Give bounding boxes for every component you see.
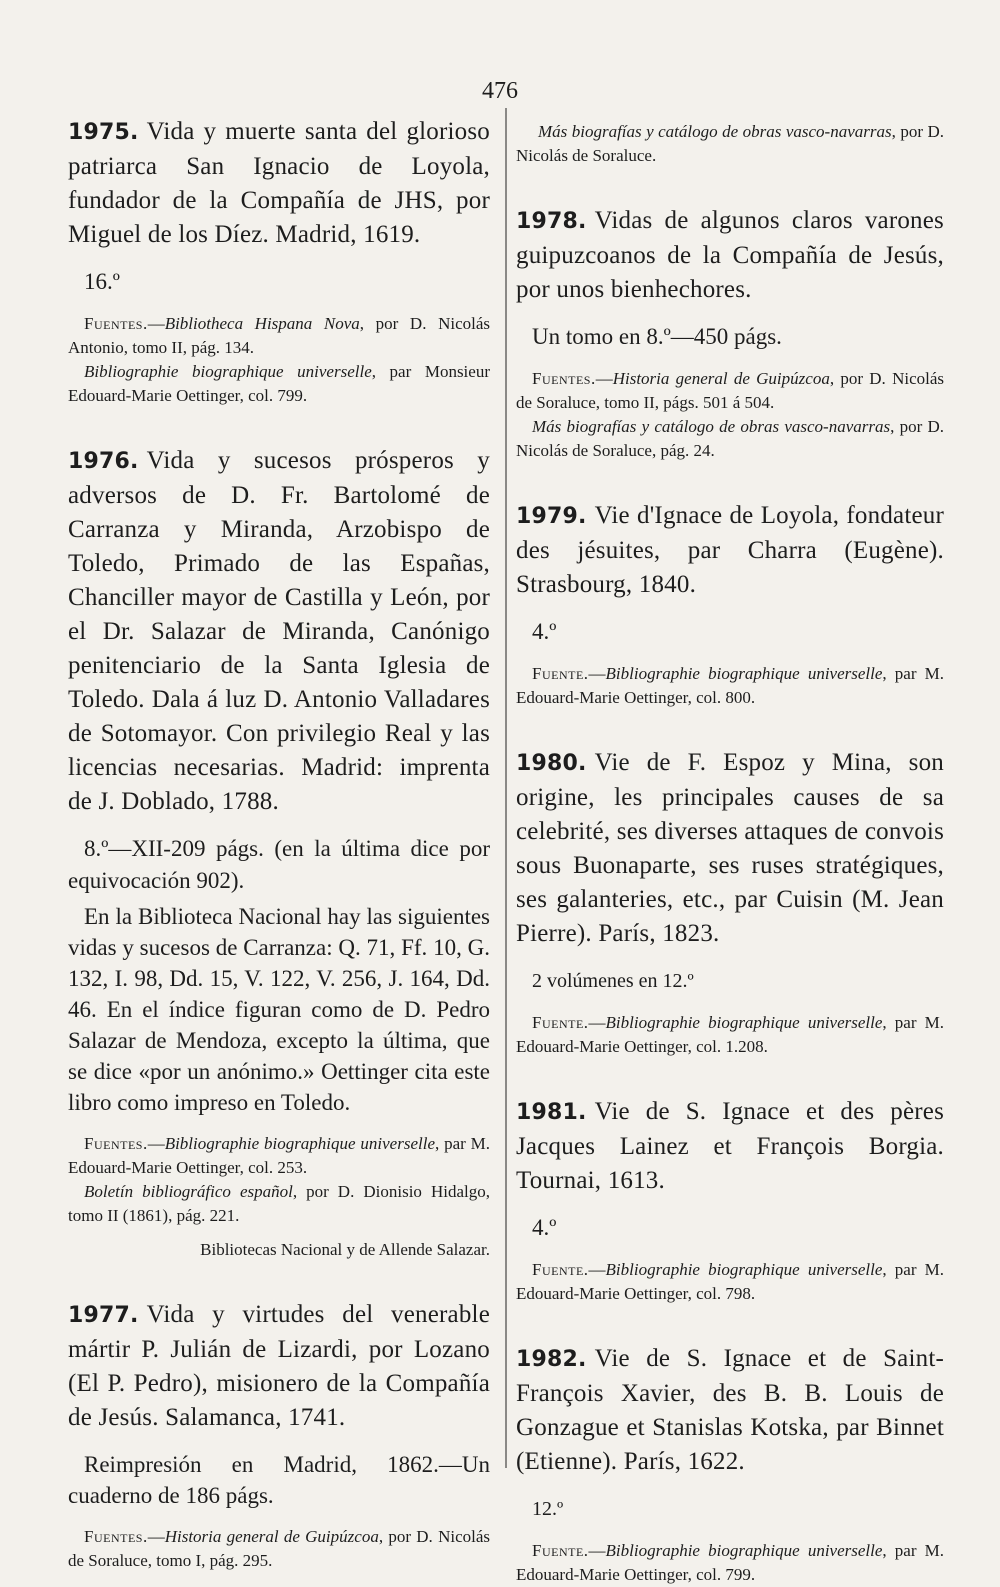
source-line: Fuentes.—Bibliographie biographique universelle, par M. Edouard-Marie Oettinger, col. 253. bbox=[68, 1134, 490, 1177]
source-detail: , por D. Dionisio Hidalgo, tomo II (1861), pág. 221. bbox=[68, 1182, 490, 1225]
entry-heading bbox=[516, 499, 944, 602]
entry-format: 4.º bbox=[532, 1215, 557, 1240]
sources-label: Fuente. bbox=[532, 1013, 589, 1032]
sources-label: Fuentes. bbox=[84, 1134, 148, 1153]
sources-label: Fuentes. bbox=[532, 369, 596, 388]
entry-format: 4.º bbox=[532, 619, 557, 644]
sources-label: Fuentes. bbox=[84, 1527, 148, 1546]
source-line bbox=[68, 360, 490, 408]
entry-number: 1980. bbox=[516, 751, 587, 776]
sources-block bbox=[516, 662, 944, 710]
entry-number: 1975. bbox=[68, 120, 139, 145]
source-detail: , por D. Nicolás Antonio, tomo II, pág. 134. bbox=[68, 314, 490, 357]
entry-title: Vida y muerte santa del glorioso patriarca San Ignacio de Loyola, fundador de la Compañía de JHS, por Miguel de los Díez. Madrid, 1619. bbox=[68, 118, 490, 248]
entry-number: 1976. bbox=[68, 449, 139, 474]
continued-source bbox=[516, 120, 944, 168]
entry-title: Vida y virtudes del venerable mártir P. Julián de Lizardi, por Lozano (El P. Pedro), misionero de la Compañía de Jesús. Salamanca, 1741. bbox=[68, 1301, 490, 1431]
sources-block bbox=[68, 1132, 490, 1228]
entry-title: Vie de F. Espoz y Mina, son origine, les principales causes de sa celebrité, ses diverses attaques de convois sous Buonaparte, ses ruses stratégiques, ses galanteries, etc., par Cuisin (M. Jean Pierre). París, 1823. bbox=[516, 749, 944, 947]
source-detail: , par M. Edouard-Marie Oettinger, col. 1.208. bbox=[516, 1013, 944, 1056]
sources-label: Fuente. bbox=[532, 1260, 589, 1279]
entry-1978 bbox=[516, 204, 944, 463]
source-detail: , par Monsieur Edouard-Marie Oettinger, col. 799. bbox=[68, 362, 490, 405]
source-title: Bibliographie biographique universelle bbox=[605, 664, 883, 683]
source-title: Historia general de Guipúzcoa bbox=[164, 1527, 379, 1546]
entry-1975 bbox=[68, 115, 490, 408]
entry-heading bbox=[516, 1095, 944, 1198]
source-title: Bibliographie biographique universelle bbox=[605, 1013, 883, 1032]
entry-heading bbox=[516, 746, 944, 951]
left-column bbox=[68, 115, 490, 1573]
source-line: Fuente.—Bibliographie biographique universelle, par M. Edouard-Marie Oettinger, col. 1.208. bbox=[516, 1013, 944, 1056]
source-detail: , par M. Edouard-Marie Oettinger, col. 800. bbox=[516, 664, 944, 707]
source-title: Más biografías y catálogo de obras vasco-navarras bbox=[532, 417, 891, 436]
entry-title: Vie d'Ignace de Loyola, fondateur des jésuites, par Charra (Eugène). Strasbourg, 1840. bbox=[516, 502, 944, 598]
source-line: Fuentes.—Historia general de Guipúzcoa, por D. Nicolás de Soraluce, tomo II, págs. 501 á 504. bbox=[516, 369, 944, 412]
source-detail: , por D. Nicolás de Soraluce, pág. 24. bbox=[516, 417, 944, 460]
entry-number: 1977. bbox=[68, 1303, 139, 1328]
holdings-note: Bibliotecas Nacional y de Allende Salazar. bbox=[200, 1240, 490, 1259]
entry-number: 1982. bbox=[516, 1347, 587, 1372]
column-divider bbox=[505, 108, 507, 1468]
entry-heading bbox=[516, 204, 944, 307]
entry-note: Reimpresión en Madrid, 1862.—Un cuaderno de 186 págs. bbox=[68, 1452, 490, 1508]
entry-1976 bbox=[68, 444, 490, 1262]
entry-heading bbox=[68, 1298, 490, 1435]
entry-1981 bbox=[516, 1095, 944, 1306]
source-line bbox=[68, 1180, 490, 1228]
sources-block bbox=[516, 1258, 944, 1306]
entry-1982 bbox=[516, 1342, 944, 1587]
source-line: Fuente.—Bibliographie biographique universelle, par M. Edouard-Marie Oettinger, col. 798. bbox=[516, 1260, 944, 1303]
sources-block bbox=[68, 312, 490, 408]
entry-number: 1978. bbox=[516, 209, 587, 234]
source-detail: , par M. Edouard-Marie Oettinger, col. 798. bbox=[516, 1260, 944, 1303]
sources-label: Fuente. bbox=[532, 1541, 589, 1560]
source-title: Bibliographie biographique universelle bbox=[605, 1541, 883, 1560]
source-detail: , par M. Edouard-Marie Oettinger, col. 799. bbox=[516, 1541, 944, 1584]
sources-label: Fuente. bbox=[532, 664, 589, 683]
entry-title: Vie de S. Ignace et de Saint-François Xavier, des B. B. Louis de Gonzague et Stanislas Kotska, par Binnet (Etienne). París, 1622. bbox=[516, 1345, 944, 1475]
entry-heading bbox=[68, 115, 490, 252]
source-detail: , por D. Nicolás de Soraluce, tomo I, pág. 295. bbox=[68, 1527, 490, 1570]
entry-format: 12.º bbox=[532, 1498, 564, 1520]
entry-1979 bbox=[516, 499, 944, 710]
source-line: Fuentes.—Historia general de Guipúzcoa, por D. Nicolás de Soraluce, tomo I, pág. 295. bbox=[68, 1527, 490, 1570]
entry-format: 16.º bbox=[84, 269, 120, 294]
page-number: 476 bbox=[482, 78, 518, 104]
entry-heading bbox=[516, 1342, 944, 1479]
source-title: Historia general de Guipúzcoa bbox=[612, 369, 830, 388]
entry-title: Vidas de algunos claros varones guipuzcoanos de la Compañía de Jesús, por unos bienhechores. bbox=[516, 207, 944, 303]
source-detail: , por D. Nicolás de Soraluce. bbox=[516, 122, 944, 165]
sources-block bbox=[68, 1525, 490, 1573]
entry-heading bbox=[68, 444, 490, 819]
sources-block bbox=[516, 1011, 944, 1059]
source-detail: , por D. Nicolás de Soraluce, tomo II, págs. 501 á 504. bbox=[516, 369, 944, 412]
entry-number: 1981. bbox=[516, 1100, 587, 1125]
source-line: Fuentes.—Bibliotheca Hispana Nova, por D. Nicolás Antonio, tomo II, pág. 134. bbox=[68, 314, 490, 357]
source-title: Bibliographie biographique universelle bbox=[605, 1260, 883, 1279]
source-title: Boletín bibliográfico español bbox=[84, 1182, 293, 1201]
sources-block bbox=[516, 1539, 944, 1587]
source-line bbox=[516, 415, 944, 463]
source-line: Fuente.—Bibliographie biographique universelle, par M. Edouard-Marie Oettinger, col. 799. bbox=[516, 1541, 944, 1584]
entry-1980 bbox=[516, 746, 944, 1059]
source-title: Bibliotheca Hispana Nova bbox=[164, 314, 360, 333]
source-title: Bibliographie biographique universelle bbox=[84, 362, 372, 381]
source-detail: , par M. Edouard-Marie Oettinger, col. 253. bbox=[68, 1134, 490, 1177]
sources-block bbox=[516, 367, 944, 463]
source-title: Más biografías y catálogo de obras vasco-navarras bbox=[538, 122, 892, 141]
entry-format: 8.º—XII-209 págs. (en la última dice por equivocación 902). bbox=[68, 836, 490, 893]
source-title: Bibliographie biographique universelle bbox=[164, 1134, 435, 1153]
entry-title: Vida y sucesos prósperos y adversos de D. Fr. Bartolomé de Carranza y Miranda, Arzobispo de Toledo, Primado de las Españas, Chanciller mayor de Castilla y León, por el Dr. Salazar de Miranda, Canónigo penitenciario de la Santa Iglesia de Toledo. Dala á luz D. Antonio Valladares de Sotomayor. Con privilegio Real y las licencias necesarias. Madrid: imprenta de J. Doblado, 1788. bbox=[68, 447, 490, 815]
entry-format: 2 volúmenes en 12.º bbox=[532, 970, 694, 992]
source-line: Fuente.—Bibliographie biographique universelle, par M. Edouard-Marie Oettinger, col. 800. bbox=[516, 664, 944, 707]
entry-title: Vie de S. Ignace et des pères Jacques Lainez et François Borgia. Tournai, 1613. bbox=[516, 1098, 944, 1194]
entry-1977 bbox=[68, 1298, 490, 1573]
sources-label: Fuentes. bbox=[84, 314, 148, 333]
entry-format: Un tomo en 8.º—450 págs. bbox=[532, 324, 782, 349]
entry-number: 1979. bbox=[516, 504, 587, 529]
right-column bbox=[516, 120, 944, 1587]
entry-note: En la Biblioteca Nacional hay las siguientes vidas y sucesos de Carranza: Q. 71, Ff. 10, G. 132, I. 98, Dd. 15, V. 122, V. 256, J. 164, Dd. 46. En el índice figuran como de D. Pedro Salazar de Mendoza, excepto la última, que se dice «por un anónimo.» Oettinger cita este libro como impreso en Toledo. bbox=[68, 904, 490, 1115]
